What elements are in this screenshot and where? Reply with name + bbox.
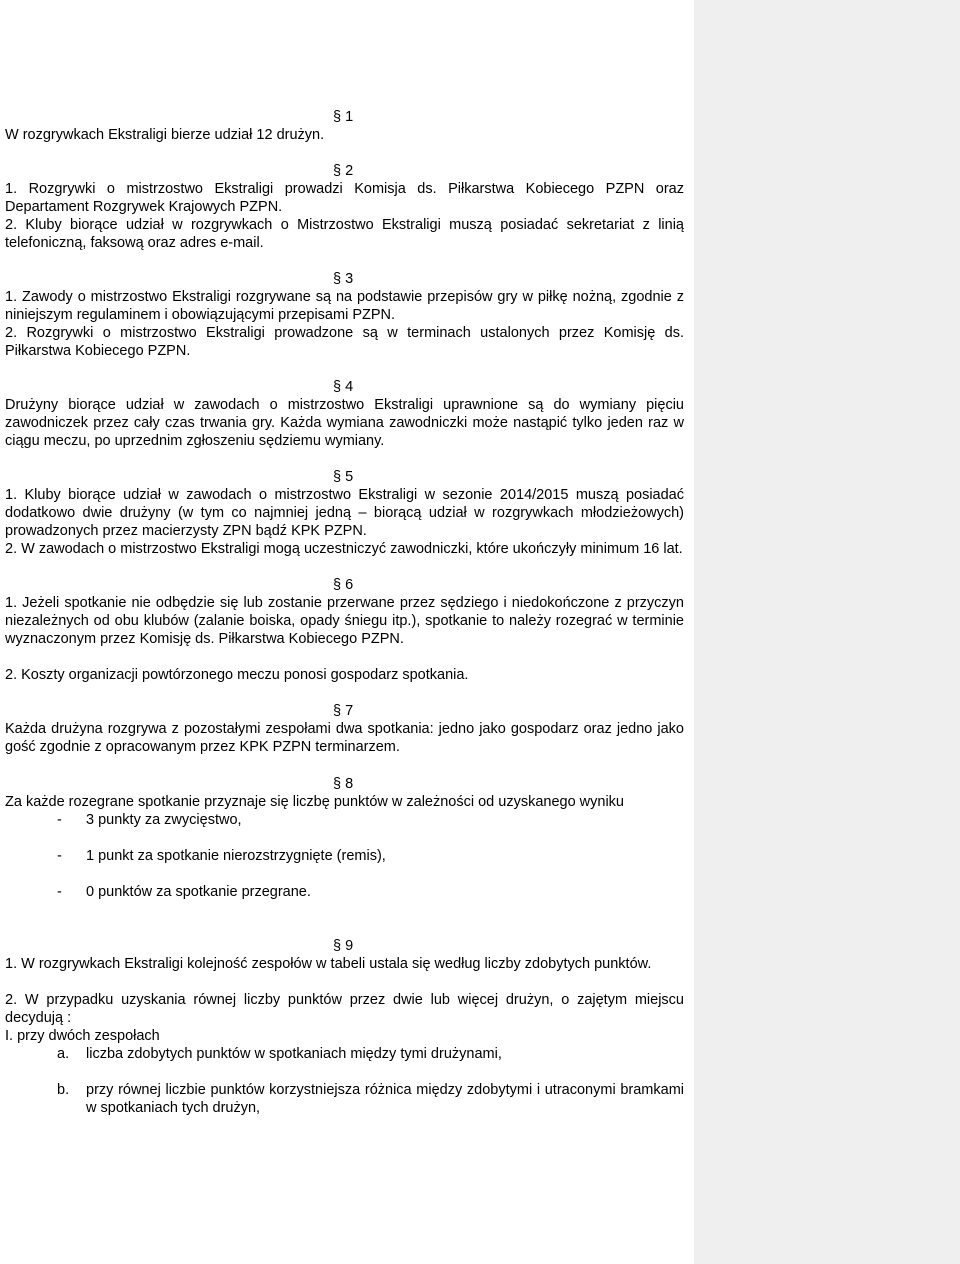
- paragraph: Za każde rozegrane spotkanie przyznaje się liczbę punktów w zależności od uzyskanego wyniku: [5, 794, 624, 810]
- list-item: 3 punkty za zwycięstwo,: [86, 812, 242, 828]
- section-heading-9: § 9: [333, 938, 354, 954]
- list-marker: a.: [57, 1046, 70, 1062]
- paragraph: 2. Koszty organizacji powtórzonego meczu ponosi gospodarz spotkania.: [5, 667, 469, 683]
- section-heading-2: § 2: [333, 163, 354, 179]
- list-item: liczba zdobytych punktów w spotkaniach między tymi drużynami,: [86, 1046, 502, 1062]
- list-item: przy równej liczbie punktów korzystniejsza różnica między zdobytymi i utraconymi bramkami w spotkaniach tych drużyn,: [86, 1082, 684, 1116]
- paragraph: 2. W przypadku uzyskania równej liczby punktów przez dwie lub więcej drużyn, o zajętym miejscu decydują :: [5, 992, 684, 1026]
- list-bullet: -: [57, 812, 62, 828]
- section-heading-8: § 8: [333, 776, 354, 792]
- section-heading-1: § 1: [333, 109, 354, 125]
- section-heading-7: § 7: [333, 703, 354, 719]
- paragraph: 1. Zawody o mistrzostwo Ekstraligi rozgrywane są na podstawie przepisów gry w piłkę nożną, zgodnie z niniejszym regulaminem i obowiązującymi przepisami PZPN.: [5, 289, 684, 323]
- list-item: 0 punktów za spotkanie przegrane.: [86, 884, 311, 900]
- paragraph: 1. Jeżeli spotkanie nie odbędzie się lub zostanie przerwane przez sędziego i niedokończone z przyczyn niezależnych od obu klubów (zalanie boiska, opady śniegu itp.), spotkanie to należy rozegrać w terminie wyznaczonym przez Komisję ds. Piłkarstwa Kobiecego PZPN.: [5, 595, 684, 647]
- list-bullet: -: [57, 848, 62, 864]
- paragraph: 1. W rozgrywkach Ekstraligi kolejność zespołów w tabeli ustala się według liczby zdobytych punktów.: [5, 956, 652, 972]
- section-heading-5: § 5: [333, 469, 354, 485]
- section-heading-4: § 4: [333, 379, 354, 395]
- list-marker: b.: [57, 1082, 70, 1098]
- paragraph: 2. Rozgrywki o mistrzostwo Ekstraligi prowadzone są w terminach ustalonych przez Komisję ds. Piłkarstwa Kobiecego PZPN.: [5, 325, 684, 359]
- paragraph: Każda drużyna rozgrywa z pozostałymi zespołami dwa spotkania: jedno jako gospodarz oraz jedno jako gość zgodnie z opracowanym przez KPK PZPN terminarzem.: [5, 721, 684, 755]
- paragraph: 1. Kluby biorące udział w zawodach o mistrzostwo Ekstraligi w sezonie 2014/2015 muszą posiadać dodatkowo dwie drużyny (w tym co najmniej jedną – biorącą udział w rozgrywkach młodzieżowych) prowadzonych przez macierzysty ZPN bądź KPK PZPN.: [5, 487, 684, 539]
- paragraph: W rozgrywkach Ekstraligi bierze udział 12 drużyn.: [5, 127, 325, 143]
- paragraph: 2. Kluby biorące udział w rozgrywkach o Mistrzostwo Ekstraligi muszą posiadać sekretariat z linią telefoniczną, faksową oraz adres e-mail.: [5, 217, 684, 251]
- section-heading-6: § 6: [333, 577, 354, 593]
- list-item: 1 punkt za spotkanie nierozstrzygnięte (remis),: [86, 848, 386, 864]
- paragraph: 1. Rozgrywki o mistrzostwo Ekstraligi prowadzi Komisja ds. Piłkarstwa Kobiecego PZPN oraz Departament Rozgrywek Krajowych PZPN.: [5, 181, 684, 215]
- paragraph: Drużyny biorące udział w zawodach o mistrzostwo Ekstraligi uprawnione są do wymiany pięciu zawodniczek przez cały czas trwania gry. Każda wymiana zawodniczki może nastąpić tylko jeden raz w ciągu meczu, po uprzednim zgłoszeniu sędziemu wymiany.: [5, 397, 684, 449]
- paragraph: 2. W zawodach o mistrzostwo Ekstraligi mogą uczestniczyć zawodniczki, które ukończyły minimum 16 lat.: [5, 541, 683, 557]
- paragraph: I. przy dwóch zespołach: [5, 1028, 160, 1044]
- section-heading-3: § 3: [333, 271, 354, 287]
- comment-pane: [694, 0, 960, 1264]
- list-bullet: -: [57, 884, 62, 900]
